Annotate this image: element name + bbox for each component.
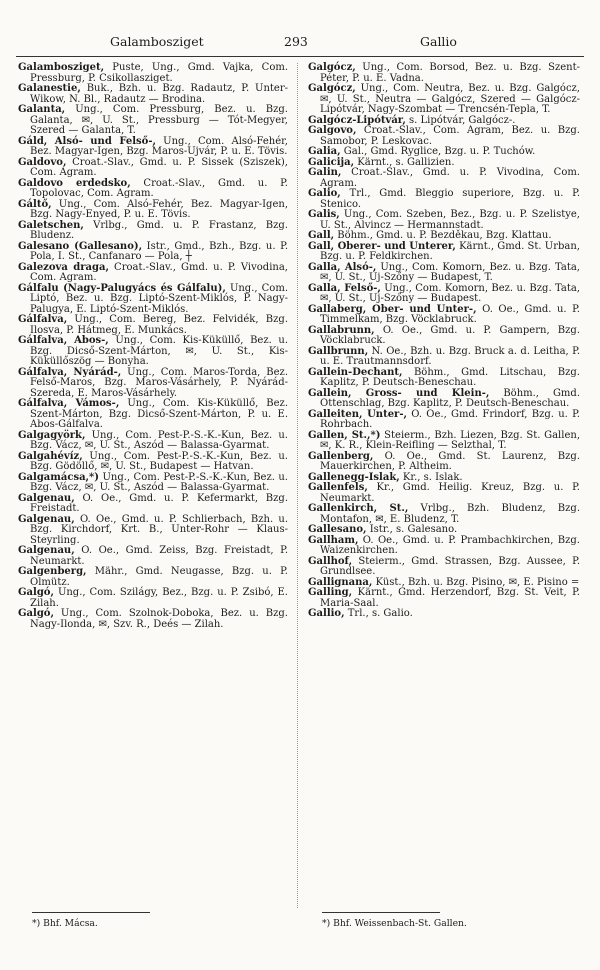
entry-text: N. Oe., Bzh. u. Bzg. Bruck a. d. Leitha, P. u. E. Trautmannsdorf. xyxy=(320,345,580,367)
entry-text: Steierm., Gmd. Strassen, Bzg. Aussee, P. Grundlsee. xyxy=(320,555,580,577)
entry-text: Ung., Com. Szilágy, Bez., Bzg. u. P. Zsibó, E. Zilah. xyxy=(30,587,288,609)
entry-headword: Galgócz, xyxy=(308,83,356,94)
entry-text: Böhm., Gmd. u. P. Bezděkau, Bzg. Klattau. xyxy=(334,230,552,241)
gazetteer-entry xyxy=(18,567,288,588)
gazetteer-entry xyxy=(18,137,288,158)
gazetteer-entry xyxy=(18,473,288,494)
header-rule xyxy=(16,56,584,57)
gazetteer-entry xyxy=(18,315,288,336)
entry-text: O. Oe., Gmd. u. P. Timmelkam, Bzg. Vöcklabruck. xyxy=(320,303,580,325)
entry-headword: Gallabrunn, xyxy=(308,324,375,336)
entry-headword: Gallio, xyxy=(308,608,345,619)
entry-text: Croat.-Slav., Gmd. u. P. Topolovac, Com. Agram. xyxy=(30,177,288,199)
entry-text: O. Oe., Gmd. Zeiss, Bzg. Freistadt, P. Neumarkt. xyxy=(30,545,288,567)
gazetteer-entry xyxy=(308,263,580,284)
entry-text: Istr., s. Galesano. xyxy=(366,524,458,535)
entry-headword: Galgagyörk, xyxy=(18,429,86,441)
entry-text: O. Oe., Gmd. u. P. Gampern, Bzg. Vöcklabruck. xyxy=(320,324,580,346)
entry-text: Gal., Gmd. Ryglice, Bzg. u. P. Tuchów. xyxy=(340,146,536,157)
entry-headword: Gallenegg-Islak, xyxy=(308,471,400,483)
entry-headword: Galleiten, Unter-, xyxy=(308,408,407,420)
entry-headword: Galgenau, xyxy=(18,513,75,525)
footnote-left: *) Bhf. Mácsa. xyxy=(32,918,98,929)
gazetteer-entry xyxy=(308,189,580,210)
entry-text: Ung., Com. Pest-P.-S.-K.-Kun, Bez. u. Bzg. Gödöllő, ✉, U. St., Budapest — Hatvan. xyxy=(30,450,288,472)
entry-headword: Gallham, xyxy=(308,534,359,546)
entry-headword: Galgó, xyxy=(18,608,54,619)
gazetteer-entry xyxy=(18,158,288,179)
entry-headword: Galgahévíz, xyxy=(18,450,83,462)
entry-headword: Galicija, xyxy=(308,156,355,168)
entry-headword: Galanta, xyxy=(18,104,66,115)
entry-headword: Gall, xyxy=(308,230,335,241)
entry-headword: Galdovo, xyxy=(18,156,67,168)
gazetteer-entry xyxy=(18,431,288,452)
gazetteer-entry xyxy=(308,431,580,452)
entry-text: Croat.-Slav., Gmd. u. P. Vivodina, Com. Agram. xyxy=(30,261,288,283)
page-number: 293 xyxy=(284,34,308,49)
entry-headword: Gallenfels, xyxy=(308,482,368,493)
entry-headword: Galezova draga, xyxy=(18,261,109,273)
entry-text: Vrlbg., Gmd. u. P. Frastanz, Bzg. Bludenz. xyxy=(30,219,288,241)
gazetteer-entry xyxy=(18,284,288,316)
entry-headword: Galgó, xyxy=(18,587,54,598)
entry-headword: Gallaberg, Ober- und Unter-, xyxy=(308,303,477,315)
entry-text: Küst., Bzh. u. Bzg. Pisino, ✉, E. Pisino = xyxy=(372,576,580,588)
header-left-word: Galambosziget xyxy=(110,34,204,49)
entry-headword: Gallein-Dechant, xyxy=(308,366,403,378)
gazetteer-entry xyxy=(308,305,580,326)
entry-text: Böhm., Gmd. Litschau, Bzg. Kaplitz, P. Deutsch-Beneschau. xyxy=(320,366,580,388)
gazetteer-entry xyxy=(308,126,580,147)
gazetteer-entry xyxy=(18,336,288,368)
entry-headword: Galin, xyxy=(308,167,342,178)
left-column xyxy=(18,63,288,630)
entry-headword: Galgócz, xyxy=(308,62,356,73)
entry-text: Croat.-Slav., Com. Agram, Bez. u. Bzg. Samobor, P. Leskovac. xyxy=(320,125,580,147)
header-right-word: Gallio xyxy=(420,34,457,49)
entry-text: Ung., Com. Alsó-Fehér, Bez. Magyar-Igen, Bzg. Maros-Ujvár, P. u. E. Tövis. xyxy=(30,135,288,157)
gazetteer-entry xyxy=(308,557,580,578)
gazetteer-entry xyxy=(308,536,580,557)
entry-headword: Gallesano, xyxy=(308,524,367,535)
gazetteer-entry xyxy=(18,368,288,400)
gazetteer-entry xyxy=(18,105,288,137)
entry-headword: Gallhof, xyxy=(308,555,353,567)
gazetteer-entry xyxy=(308,284,580,305)
entry-text: Steierm., Bzh. Liezen, Bzg. St. Gallen, ✉, K. R., Klein-Reifling — Selzthal, T. xyxy=(320,429,580,451)
entry-text: O. Oe., Gmd. Frindorf, Bzg. u. P. Rohrbach. xyxy=(320,408,580,430)
entry-text: Ung., Com. Pest-P.-S.-K.-Kun, Bez. u. Bzg. Vácz, ✉, U. St., Aszód — Balassa-Gyarmat. xyxy=(30,471,288,493)
entry-text: Trl., Gmd. Bleggio superiore, Bzg. u. P. Stenico. xyxy=(320,188,580,210)
gazetteer-entry xyxy=(18,200,288,221)
gazetteer-entry xyxy=(18,221,288,242)
entry-headword: Gallenkirch, St., xyxy=(308,503,409,514)
entry-text: O. Oe., Gmd. u. P. Schlierbach, Bzh. u. Bzg. Kirchdorf, Krt. B., Unter-Rohr — Klaus-Steyrling. xyxy=(30,513,288,546)
gazetteer-entry xyxy=(18,242,288,263)
running-header xyxy=(18,34,584,54)
gazetteer-entry xyxy=(308,368,580,389)
gazetteer-entry xyxy=(18,588,288,609)
entry-headword: Gálfalva, xyxy=(18,314,68,325)
entry-text: Vrlbg., Bzh. Bludenz, Bzg. Montafon, ✉, E. Bludenz, T. xyxy=(320,503,580,525)
entry-headword: Galgenau, xyxy=(18,492,75,504)
entry-text: O. Oe., Gmd. St. Laurenz, Bzg. Mauerkirchen, P. Altheim. xyxy=(320,450,580,472)
entry-headword: Galling, xyxy=(308,587,353,598)
gazetteer-entry xyxy=(18,84,288,105)
entry-text: Kr., Gmd. Heilig. Kreuz, Bzg. u. P. Neumarkt. xyxy=(320,482,580,504)
entry-headword: Galia, xyxy=(308,146,341,157)
entry-text: Croat.-Slav., Gmd. u. P. Vivodina, Com. Agram. xyxy=(320,167,580,189)
entry-text: Ung., Com. Neutra, Bez. u. Bzg. Galgócz, ✉, U. St., Neutra — Galgócz, Szered — Galgócz-Lipótvár, Nagy-Szombat — Trencsén-Tepla, T. xyxy=(320,83,580,115)
entry-headword: Galdovo erdedsko, xyxy=(18,177,131,189)
entry-headword: Galanestie, xyxy=(18,83,81,94)
entry-headword: Galgamácsa,*) xyxy=(18,471,99,483)
entry-headword: Galesano (Gallesano), xyxy=(18,240,143,252)
gazetteer-entry xyxy=(308,84,580,116)
entry-headword: Gálfalva, Vámos-, xyxy=(18,398,120,409)
gazetteer-entry xyxy=(308,242,580,263)
entry-text: Ung., Com. Bereg, Bez. Felvidék, Bzg. Ilosva, P. Hátmeg, E. Munkács. xyxy=(30,314,288,336)
entry-headword: Gallein, Gross- und Klein-, xyxy=(308,387,490,399)
gazetteer-entry xyxy=(18,179,288,200)
entry-text: s. Lipótvár, Galgócz-. xyxy=(405,114,516,126)
column-divider xyxy=(297,63,298,908)
gazetteer-entry xyxy=(18,515,288,547)
entry-text: Ung., Com. Komorn, Bez. u. Bzg. Tata, ✉, U. St., Uj-Szőny — Budapest. xyxy=(320,282,580,304)
entry-text: Ung., Com. Pressburg, Bez. u. Bzg. Galanta, ✉, U. St., Pressburg — Tót-Megyer, Szered — Galanta, T. xyxy=(30,104,288,136)
entry-text: Ung., Com. Kis-Küküllő, Bez. u. Bzg. Dicső-Szent-Márton, ✉, U. St., Kis-Küküllőszög — Bonyha. xyxy=(30,335,289,367)
gazetteer-entry xyxy=(308,347,580,368)
gazetteer-entry xyxy=(308,588,580,609)
gazetteer-entry xyxy=(308,609,580,620)
entry-text: Kr., s. Islak. xyxy=(399,471,463,483)
entry-text: O. Oe., Gmd. u. P. Prambachkirchen, Bzg. Waizenkirchen. xyxy=(320,534,580,556)
footnote-rule-left xyxy=(32,912,150,913)
gazetteer-entry xyxy=(18,546,288,567)
gazetteer-entry xyxy=(18,63,288,84)
entry-headword: Galis, xyxy=(308,209,340,220)
footnote-rule-right xyxy=(322,912,440,913)
gazetteer-entry xyxy=(18,263,288,284)
entry-text: Ung., Com. Szolnok-Doboka, Bez. u. Bzg. Nagy-Ilonda, ✉, Szv. R., Deés — Zilah. xyxy=(30,608,288,630)
entry-headword: Galgócz-Lipótvár, xyxy=(308,114,406,126)
entry-text: Ung., Com. Pest-P.-S.-K.-Kun, Bez. u. Bzg. Vácz, ✉, U. St., Aszód — Balassa-Gyarmat. xyxy=(30,429,288,451)
entry-headword: Galgenberg, xyxy=(18,566,87,577)
entry-headword: Galambosziget, xyxy=(18,62,105,73)
gazetteer-entry xyxy=(18,609,288,630)
gazetteer-entry xyxy=(308,483,580,504)
entry-text: Ung., Com. Borsod, Bez. u. Bzg. Szent-Péter, P. u. E. Vadna. xyxy=(320,62,580,84)
entry-headword: Gálfalva, Abos-, xyxy=(18,335,109,346)
entry-text: Ung., Com. Kis-Küküllő, Bez. Szent-Márton, Bzg. Dicső-Szent-Márton, P. u. E. Abos-Gálfalva. xyxy=(30,398,289,430)
entry-headword: Gall, Oberer- und Unterer, xyxy=(308,240,456,252)
entry-text: Böhm., Gmd. Ottenschlag, Bzg. Kaplitz, P. Deutsch-Beneschau. xyxy=(320,387,580,409)
gazetteer-entry xyxy=(308,63,580,84)
entry-headword: Galio, xyxy=(308,188,341,199)
entry-headword: Gallignana, xyxy=(308,576,373,588)
entry-text: O. Oe., Gmd. u. P. Kefermarkt, Bzg. Freistadt. xyxy=(30,492,288,514)
gazetteer-entry xyxy=(18,452,288,473)
entry-text: Istr., Gmd., Bzh., Bzg. u. P. Pola, I. St., Canfanaro — Pola, ┼ xyxy=(30,240,289,262)
entry-text: Ung., Com. Maros-Torda, Bez. Felső-Maros, Bzg. Maros-Vásárhely, P. Nyárád-Szereda, E. Maros-Vásárhely. xyxy=(30,366,288,399)
entry-text: Puste, Ung., Gmd. Vajka, Com. Pressburg, P. Csikollasziget. xyxy=(30,62,288,84)
footnote-right: *) Bhf. Weissenbach-St. Gallen. xyxy=(322,918,467,929)
gazetteer-entry xyxy=(308,168,580,189)
entry-headword: Gáld, Alsó- und Felső-, xyxy=(18,135,156,147)
gazetteer-entry xyxy=(308,210,580,231)
entry-text: Mähr., Gmd. Neugasse, Bzg. u. P. Olmütz. xyxy=(30,566,288,588)
right-column xyxy=(308,63,580,620)
entry-headword: Gálfalva, Nyárád-, xyxy=(18,366,122,378)
entry-headword: Galla, Alsó-, xyxy=(308,261,377,273)
entry-text: Croat.-Slav., Gmd. u. P. Sissek (Sziszek), Com. Agram. xyxy=(30,156,288,178)
entry-headword: Gallen, St.,*) xyxy=(308,429,381,441)
gazetteer-entry xyxy=(308,410,580,431)
entry-text: Kärnt., Gmd. Herzendorf, Bzg. St. Veit, P. Maria-Saal. xyxy=(320,587,580,609)
entry-headword: Galetschen, xyxy=(18,219,84,231)
entry-text: Ung., Com. Alsó-Fehér, Bez. Magyar-Igen, Bzg. Nagy-Enyed, P. u. E. Tövis. xyxy=(30,198,288,220)
entry-headword: Galgovo, xyxy=(308,125,357,136)
entry-text: Kärnt., s. Gallizien. xyxy=(354,156,455,168)
entry-headword: Galla, Felső-, xyxy=(308,282,381,294)
gazetteer-entry xyxy=(18,494,288,515)
gazetteer-entry xyxy=(18,399,288,431)
entry-headword: Gallbrunn, xyxy=(308,345,369,357)
entry-text: Buk., Bzh. u. Bzg. Radautz, P. Unter-Wikow, N. Bl., Radautz — Brodina. xyxy=(30,83,288,105)
entry-text: Trl., s. Galio. xyxy=(344,608,413,619)
gazetteer-entry xyxy=(308,452,580,473)
entry-text: Ung., Com. Szeben, Bez., Bzg. u. P. Szelistye, U. St., Alvincz — Hermannstadt. xyxy=(320,209,580,231)
gazetteer-entry xyxy=(308,389,580,410)
entry-text: Ung., Com. Komorn, Bez. u. Bzg. Tata, ✉, U. St., Uj-Szőny — Budapest, T. xyxy=(320,261,580,283)
gazetteer-entry xyxy=(308,326,580,347)
entry-headword: Galgenau, xyxy=(18,545,75,556)
entry-headword: Gálfalu (Nagy-Palugyács és Gálfalu), xyxy=(18,282,226,294)
entry-headword: Gallenberg, xyxy=(308,450,374,462)
gazetteer-entry xyxy=(308,504,580,525)
entry-text: Ung., Com. Liptó, Bez. u. Bzg. Liptó-Szent-Miklós, P. Nagy-Palugya, E. Liptó-Szent-Miklós. xyxy=(30,282,288,315)
entry-headword: Gáltő, xyxy=(18,198,52,210)
entry-text: Kärnt., Gmd. St. Urban, Bzg. u. P. Feldkirchen. xyxy=(320,240,580,262)
